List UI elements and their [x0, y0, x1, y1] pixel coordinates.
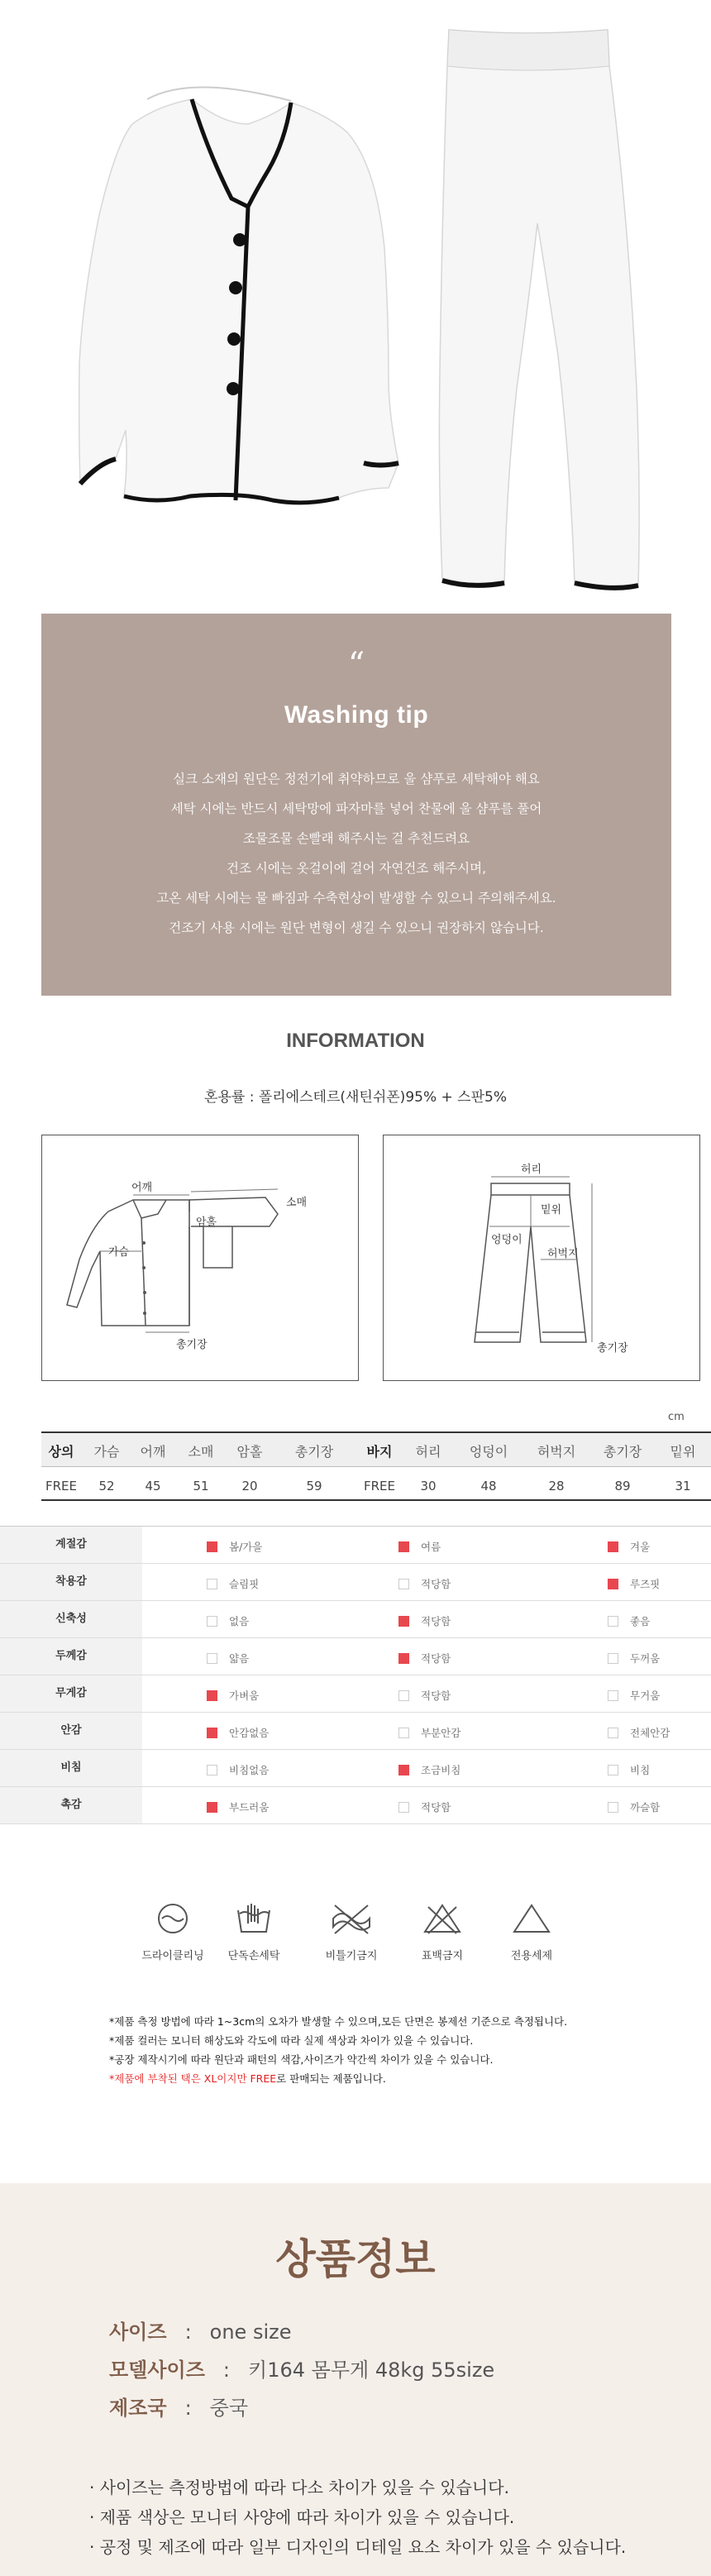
unchecked-box-icon [608, 1728, 618, 1738]
attribute-option-text: 비침없음 [229, 1764, 270, 1776]
product-photo [0, 0, 711, 608]
checked-box-icon [608, 1579, 618, 1589]
size-value: 89 [614, 1479, 631, 1494]
size-header-top: 상의 [48, 1444, 74, 1460]
product-info-notes [89, 2473, 626, 2562]
shirt-illustration [79, 87, 398, 502]
checked-box-icon [207, 1541, 217, 1552]
attribute-option-text: 적당함 [421, 1801, 451, 1814]
size-value: 59 [306, 1479, 322, 1494]
unchecked-box-icon [398, 1728, 409, 1738]
attribute-option [608, 1688, 660, 1703]
note-line: *공장 제작시기에 따라 원단과 패턴의 색감,사이즈가 약간씩 차이가 있을 수 있습니다. [109, 2053, 494, 2066]
dry-clean-icon [152, 1902, 193, 1935]
attribute-label: 착용감 [0, 1564, 142, 1600]
attribute-option [608, 1613, 650, 1628]
care-label: 드라이클리닝 [141, 1950, 204, 1962]
size-header: 허리 [415, 1444, 441, 1460]
unchecked-box-icon [608, 1690, 618, 1701]
attribute-option [207, 1539, 262, 1554]
attribute-option [207, 1613, 249, 1628]
attribute-option-text: 좋음 [630, 1615, 651, 1627]
unit-label: cm [668, 1411, 685, 1423]
product-info-sep: : [184, 2397, 192, 2420]
product-notes [109, 2012, 688, 2088]
attribute-row [0, 1601, 711, 1638]
checked-box-icon [398, 1765, 409, 1775]
size-value: 31 [675, 1479, 691, 1494]
care-item [136, 1902, 210, 1962]
care-item [217, 1902, 291, 1962]
attribute-row [0, 1638, 711, 1675]
waist-label: 허리 [521, 1164, 542, 1176]
unchecked-box-icon [207, 1616, 217, 1627]
no-bleach-icon [422, 1902, 463, 1935]
attribute-option-text: 적당함 [421, 1689, 451, 1702]
attribute-option-text: 없음 [229, 1615, 250, 1627]
attribute-label: 두께감 [0, 1638, 142, 1675]
product-info-row [109, 2354, 494, 2382]
attribute-option-text: 적당함 [421, 1615, 451, 1627]
attribute-row [0, 1564, 711, 1601]
sleeve-label: 소매 [286, 1197, 308, 1209]
hip-label: 엉덩이 [491, 1234, 523, 1246]
attribute-option [207, 1688, 259, 1703]
attribute-option [398, 1651, 451, 1666]
attribute-option-text: 조금비침 [421, 1764, 461, 1776]
care-item [314, 1902, 389, 1962]
note-line: *제품 컬러는 모니터 해상도와 각도에 따라 실제 색상과 차이가 있을 수 있습니다. [109, 2034, 474, 2047]
size-value: 48 [480, 1479, 497, 1494]
attribute-option [398, 1576, 451, 1591]
attribute-option-text: 부분안감 [421, 1727, 461, 1739]
rise-label: 밑위 [541, 1204, 562, 1216]
attribute-option-text: 루즈핏 [630, 1578, 661, 1590]
note-line-red [109, 2069, 688, 2088]
size-value: 45 [145, 1479, 161, 1494]
attribute-option [398, 1725, 460, 1740]
size-value: FREE [45, 1479, 77, 1494]
attribute-option-text: 무거움 [630, 1689, 661, 1702]
washing-tip-title: Washing tip [284, 701, 429, 729]
attribute-option-text: 적당함 [421, 1652, 451, 1665]
product-info-note: · 제품 색상은 모니터 사양에 따라 차이가 있을 수 있습니다. [89, 2507, 515, 2527]
attribute-option [608, 1539, 650, 1554]
armhole-label: 암홀 [196, 1216, 217, 1229]
attribute-option [608, 1576, 660, 1591]
washing-tip-line: 건조 시에는 옷걸이에 걸어 자연건조 해주시며, [226, 861, 487, 876]
attribute-option [398, 1799, 451, 1814]
total-length-label: 총기장 [597, 1342, 628, 1355]
attribute-option [207, 1799, 269, 1814]
unchecked-box-icon [608, 1653, 618, 1664]
product-info-section [0, 2183, 711, 2576]
attribute-option-text: 여름 [421, 1541, 441, 1553]
attribute-option [608, 1762, 650, 1777]
neutral-detergent-icon [511, 1902, 552, 1935]
size-value: FREE [363, 1479, 395, 1494]
washing-tip-line: 고온 세탁 시에는 물 빠짐과 수축현상이 발생할 수 있으니 주의해주세요. [156, 891, 556, 906]
size-value: 20 [241, 1479, 258, 1494]
size-header: 밑위 [670, 1444, 696, 1460]
washing-tip-line: 실크 소재의 원단은 정전기에 취약하므로 울 샴푸로 세탁해야 해요 [173, 772, 540, 786]
hand-wash-icon [233, 1902, 274, 1935]
note-red-text: *제품에 부착된 택은 XL이지만 FREE [109, 2072, 277, 2085]
note-line: *제품 측정 방법에 따라 1~3cm의 오차가 발생할 수 있으며,모든 단면은 봉제선 기준으로 측정됩니다. [109, 2015, 568, 2028]
attribute-label: 안감 [0, 1713, 142, 1749]
attribute-label: 비침 [0, 1750, 142, 1786]
pajama-set-illustration [0, 0, 711, 608]
size-table [41, 1431, 711, 1501]
pants-outline-icon [384, 1135, 701, 1382]
product-info-title: 상품정보 [275, 2235, 436, 2283]
attribute-option [608, 1651, 660, 1666]
pants-illustration [439, 30, 639, 588]
unchecked-box-icon [398, 1690, 409, 1701]
material-composition: 혼용률 : 폴리에스테르(새틴쉬폰)95% + 스판5% [204, 1089, 507, 1106]
attribute-option-text: 봄/가을 [229, 1541, 263, 1553]
size-value: 52 [98, 1479, 115, 1494]
checked-box-icon [207, 1690, 217, 1701]
attribute-option [398, 1539, 441, 1554]
unchecked-box-icon [207, 1653, 217, 1664]
attribute-option-text: 겨울 [630, 1541, 651, 1553]
checked-box-icon [207, 1802, 217, 1813]
unchecked-box-icon [398, 1579, 409, 1589]
attribute-row [0, 1713, 711, 1750]
care-label: 비틀기금지 [325, 1950, 378, 1962]
size-value: 51 [193, 1479, 209, 1494]
total-length-label: 총기장 [176, 1339, 208, 1351]
attribute-row [0, 1787, 711, 1824]
thigh-label: 허벅지 [547, 1248, 579, 1260]
attribute-option-text: 안감없음 [229, 1727, 270, 1739]
unchecked-box-icon [207, 1579, 217, 1589]
attribute-option-text: 적당함 [421, 1578, 451, 1590]
attribute-row [0, 1750, 711, 1787]
unchecked-box-icon [608, 1765, 618, 1775]
attribute-option [608, 1725, 670, 1740]
size-header: 허벅지 [537, 1444, 576, 1460]
shoulder-label: 어깨 [131, 1182, 153, 1194]
unchecked-box-icon [608, 1802, 618, 1813]
washing-tip-line: 조물조물 손빨래 해주시는 걸 추천드려요 [242, 831, 470, 846]
product-info-note: · 사이즈는 측정방법에 따라 다소 차이가 있을 수 있습니다. [89, 2478, 509, 2497]
attribute-option-text: 까슬함 [630, 1801, 661, 1814]
unchecked-box-icon [608, 1616, 618, 1627]
size-value: 30 [420, 1479, 437, 1494]
checked-box-icon [608, 1541, 618, 1552]
attribute-option-text: 두꺼움 [630, 1652, 661, 1665]
product-info-key: 모델사이즈 [109, 2359, 205, 2382]
attribute-row [0, 1675, 711, 1713]
attribute-option-text: 비침 [630, 1764, 651, 1776]
attribute-option [207, 1576, 259, 1591]
attribute-option [608, 1799, 660, 1814]
product-info-row [109, 2316, 291, 2344]
product-info-sep: : [184, 2320, 192, 2344]
no-tumble-dry-icon [328, 1902, 375, 1935]
attribute-label: 촉감 [0, 1787, 142, 1823]
bottom-size-diagram [383, 1135, 700, 1381]
size-header: 가슴 [93, 1444, 120, 1460]
attribute-option [398, 1613, 451, 1628]
attribute-row [0, 1527, 711, 1564]
size-header: 어깨 [140, 1444, 166, 1460]
product-info-value: 키164 몸무게 48kg 55size [248, 2359, 495, 2382]
note-red-suffix: 로 판매되는 제품입니다. [276, 2072, 386, 2085]
product-info-value: 중국 [209, 2397, 249, 2420]
quote-icon: “ [347, 646, 365, 684]
attribute-option [207, 1762, 269, 1777]
attribute-option [207, 1725, 269, 1740]
size-header: 암홀 [236, 1444, 263, 1460]
attribute-option-text: 부드러움 [229, 1801, 270, 1814]
top-size-diagram [41, 1135, 359, 1381]
attribute-option-text: 슬림핏 [229, 1578, 260, 1590]
product-info-row [109, 2392, 248, 2421]
unchecked-box-icon [398, 1802, 409, 1813]
product-attribute-table [0, 1526, 711, 1823]
product-info-key: 제조국 [109, 2397, 167, 2420]
attribute-option-text: 전체안감 [630, 1727, 670, 1739]
care-label: 전용세제 [510, 1950, 553, 1962]
attribute-option-text: 얇음 [229, 1652, 250, 1665]
attribute-option [398, 1688, 451, 1703]
checked-box-icon [398, 1541, 409, 1552]
attribute-option [207, 1651, 249, 1666]
care-label: 표백금지 [421, 1950, 464, 1962]
size-header: 총기장 [603, 1444, 642, 1460]
checked-box-icon [398, 1616, 409, 1627]
care-item [494, 1902, 569, 1962]
size-header: 소매 [188, 1444, 214, 1460]
washing-tip-line: 건조기 사용 시에는 원단 변형이 생길 수 있으니 권장하지 않습니다. [169, 920, 544, 935]
checked-box-icon [207, 1728, 217, 1738]
washing-tip-text [41, 764, 671, 943]
care-label: 단독손세탁 [227, 1950, 280, 1962]
product-info-key: 사이즈 [109, 2320, 167, 2344]
attribute-label: 계절감 [0, 1527, 142, 1563]
attribute-label: 무게감 [0, 1675, 142, 1712]
size-header: 엉덩이 [469, 1444, 508, 1460]
information-title: INFORMATION [286, 1030, 425, 1052]
product-info-sep: : [222, 2359, 231, 2382]
product-info-note: · 공정 및 제조에 따라 일부 디자인의 디테일 요소 차이가 있을 수 있습니다. [89, 2537, 627, 2557]
chest-label: 가슴 [108, 1246, 130, 1259]
size-header-bottom: 바지 [366, 1444, 393, 1460]
attribute-option [398, 1762, 460, 1777]
attribute-option-text: 가벼움 [229, 1689, 260, 1702]
care-item [405, 1902, 480, 1962]
unchecked-box-icon [207, 1765, 217, 1775]
size-value: 28 [548, 1479, 565, 1494]
washing-tip-panel [41, 614, 671, 996]
size-header: 총기장 [294, 1444, 334, 1460]
product-info-value: one size [209, 2320, 292, 2344]
washing-tip-line: 세탁 시에는 반드시 세탁망에 파자마를 넣어 찬물에 울 샴푸를 풀어 [170, 801, 542, 816]
checked-box-icon [398, 1653, 409, 1664]
attribute-label: 신축성 [0, 1601, 142, 1637]
